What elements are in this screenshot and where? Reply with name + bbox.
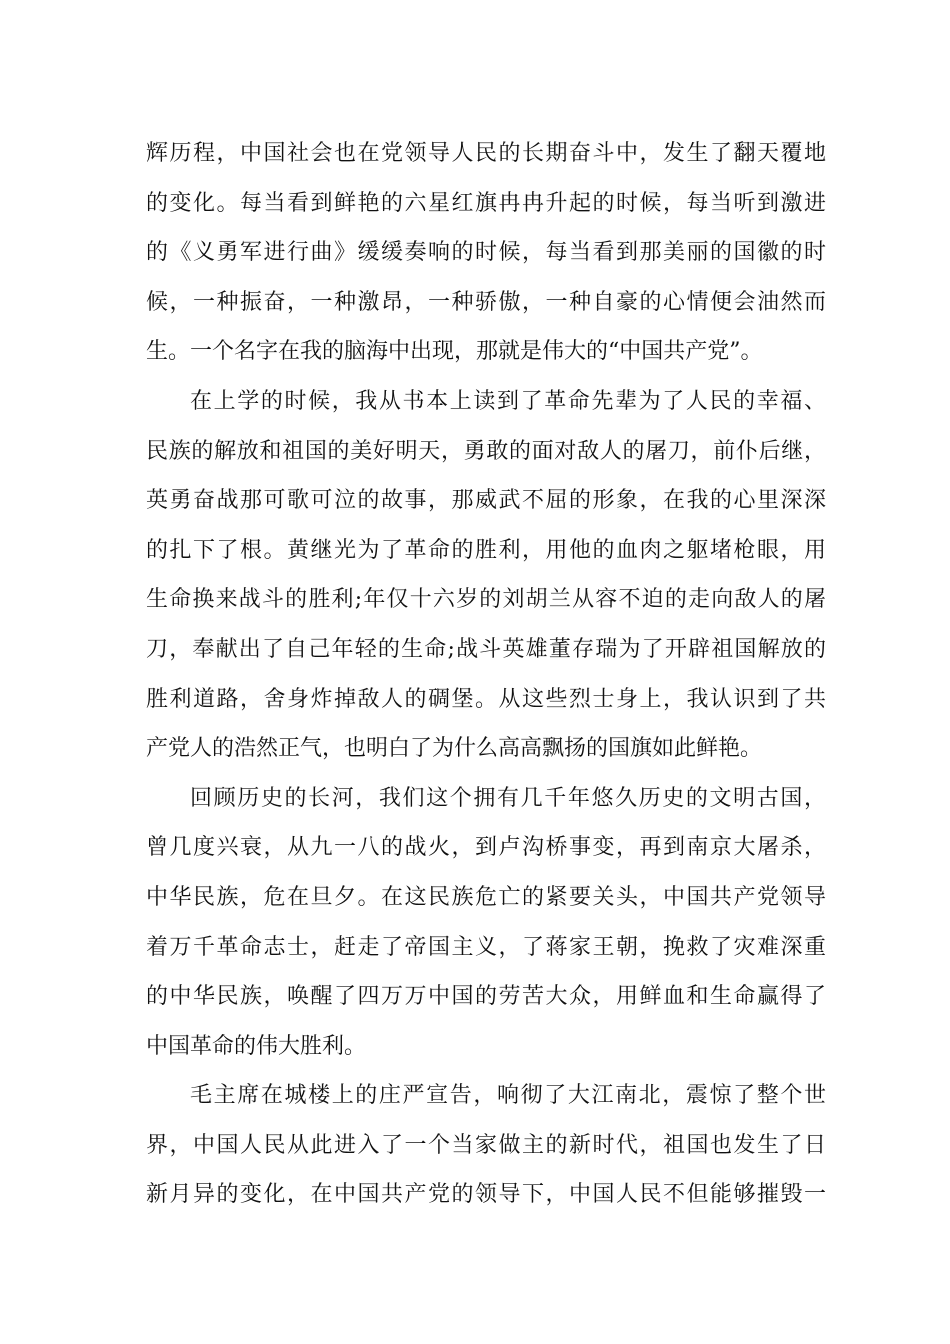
text-line: 生。一个名字在我的脑海中出现，那就是伟大的“中国共产党”。 [146, 339, 763, 365]
text-line: 中华民族，危在旦夕。在这民族危亡的紧要关头，中国共产党领导 [146, 884, 826, 910]
text-line: 曾几度兴衰，从九一八的战火，到卢沟桥事变，再到南京大屠杀， [146, 835, 826, 861]
text-line: 的《义勇军进行曲》缓缓奏响的时候，每当看到那美丽的国徽的时 [146, 240, 826, 266]
text-line: 辉历程，中国社会也在党领导人民的长期奋斗中，发生了翻天覆地 [146, 141, 826, 166]
text-line: 新月异的变化，在中国共产党的领导下，中国人民不但能够摧毁一 [146, 1182, 826, 1208]
document-body [146, 129, 826, 1220]
text-line: 的扎下了根。黄继光为了革命的胜利，用他的血肉之躯堵枪眼，用 [146, 537, 826, 563]
text-line: 胜利道路，舍身炸掉敌人的碉堡。从这些烈士身上，我认识到了共 [146, 686, 826, 712]
text-line: 民族的解放和祖国的美好明天，勇敢的面对敌人的屠刀，前仆后继， [146, 438, 826, 464]
text-line: 产党人的浩然正气，也明白了为什么高高飘扬的国旗如此鲜艳。 [146, 736, 763, 762]
text-line: 中国革命的伟大胜利。 [146, 1033, 367, 1059]
text-line: 生命换来战斗的胜利;年仅十六岁的刘胡兰从容不迫的走向敌人的屠 [146, 587, 826, 613]
text-line: 的变化。每当看到鲜艳的六星红旗冉冉升起的时候，每当听到激进 [146, 190, 826, 216]
text-line: 在上学的时候，我从书本上读到了革命先辈为了人民的幸福、 [190, 388, 826, 414]
text-line: 界，中国人民从此进入了一个当家做主的新时代，祖国也发生了日 [146, 1132, 826, 1158]
text-line: 英勇奋战那可歌可泣的故事，那威武不屈的形象，在我的心里深深 [146, 488, 826, 514]
text-line: 回顾历史的长河，我们这个拥有几千年悠久历史的文明古国， [190, 785, 826, 811]
text-line: 的中华民族，唤醒了四万万中国的劳苦大众，用鲜血和生命赢得了 [146, 984, 826, 1010]
text-line: 刀，奉献出了自己年轻的生命;战斗英雄董存瑞为了开辟祖国解放的 [146, 636, 826, 662]
text-line: 着万千革命志士，赶走了帝国主义，了蒋家王朝，挽救了灾难深重 [146, 934, 826, 960]
text-line: 毛主席在城楼上的庄严宣告，响彻了大江南北，震惊了整个世 [190, 1083, 826, 1109]
text-line: 候，一种振奋，一种激昂，一种骄傲，一种自豪的心情便会油然而 [146, 289, 826, 315]
